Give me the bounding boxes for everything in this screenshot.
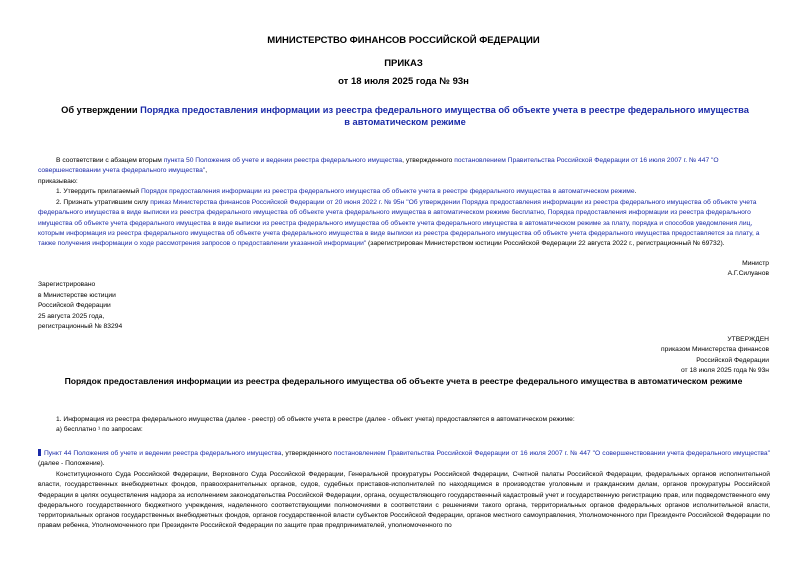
item-2-end: (зарегистрирован Министерством юстиции Российской Федерации 22 августа 2022 г., регистрационный № 69732). (366, 240, 725, 248)
item-1 (38, 187, 770, 197)
approved-block (661, 335, 769, 377)
registration-line: регистрационный № 83294 (38, 323, 123, 331)
registration-line: 25 августа 2025 года, (38, 312, 105, 320)
item-1-text: 1. Утвердить прилагаемый (56, 188, 141, 195)
document-title (60, 104, 750, 128)
signature-block (728, 259, 769, 280)
point-1a: а) бесплатно ¹ по запросам: (56, 426, 143, 433)
approved-line-1: приказом Министерства финансов (661, 346, 769, 354)
footnote (38, 449, 770, 470)
order-word: приказываю: (38, 178, 78, 185)
title-link[interactable]: Порядка предоставления информации из реестра федерального имущества об объекте учета в реестре федерального имущества в автоматическом режиме (140, 105, 749, 127)
preamble-text-1: В соответствии с абзацем вторым (56, 157, 164, 164)
preamble-text-2: , утвержденного (402, 157, 455, 164)
approved-label: УТВЕРЖДЕН (727, 336, 769, 343)
order-title: Порядок предоставления информации из реестра федерального имущества об объекте учета в реестре федерального имущества в автоматическом режиме (64, 376, 743, 386)
footnote-text-2: (далее - Положение). (38, 460, 105, 468)
footnote-body: Конституционного Суда Российской Федерации, Верховного Суда Российской Федерации, Генеральной прокуратуры Российской Федерации, Счетной палаты Российской Федерации, федеральных органов исполнительной власти, государственных внебюджетных фондов, правоохранительных органов, судов, судебных приставов-исполнителей по находящимся в производстве уголовным и гражданским делам, органов прокуратуры Российской Федерации в целях осуществления надзора за исполнением законодательства Российской Федерации, органа, осуществляющего государственный кадастровый учет и государственную регистрацию прав, или подведомственного ему федерального государственного бюджетного учреждения, наделенного соответствующими полномочиями в соответствии с решениями такого органа, территориальных органов федеральных органов исполнительной власти, территориальных органов государственных внебюджетных фондов, органов государственной власти субъектов Российской Федерации, органов местного самоуправления, Уполномоченного при Президенте Российской Федерации по правам ребенка, Уполномоченного при Президенте Российской Федерации по защите прав предпринимателей, уполномоченного по (38, 471, 770, 530)
registration-line: в Министерстве юстиции (38, 291, 116, 299)
registration-line: Российской Федерации (38, 302, 111, 310)
footnote-link-point[interactable]: Пункт 44 Положения об учете и ведении реестра федерального имущества (44, 450, 282, 457)
registration-block (38, 280, 122, 333)
doc-type-heading: ПРИКАЗ (384, 58, 423, 69)
item-2-link[interactable]: приказ Министерства финансов Российской Федерации от 20 июня 2022 г. № 95н "Об утверждении Порядка предоставления информации из реестра федерального имущества об объекте учета федерального имущества в виде выписки из реестра федерального имущества об объекте учета федерального имущества в автоматическом режиме бесплатно, Порядка предоставления информации из реестра федерального имущества об объекте учета федерального имущества в виде выписки из реестра федерального имущества об объекте учета федерального имущества в автоматическом режиме за плату, порядка и способов уведомления лиц, которым информация из реестра федерального имущества об объекте учета федерального имущества в виде выписки из реестра федерального имущества об объекте учета федерального имущества предоставляется за плату, а также получения информации о ходе рассмотрения запросов о предоставлении указанной информации" (38, 199, 760, 248)
item-2-text: 2. Признать утратившим силу (56, 199, 151, 206)
item-2 (38, 198, 770, 249)
footnote-text-1: , утвержденного (281, 450, 334, 457)
approved-line-3: от 18 июля 2025 года № 93н (680, 367, 769, 375)
item-1-link[interactable]: Порядок предоставления информации из реестра федерального имущества об объекте учета в реестре федерального имущества в автоматическом режиме (140, 188, 635, 195)
signature-position: Министр (742, 260, 769, 267)
registration-line: Зарегистрировано (38, 281, 96, 288)
point-1: 1. Информация из реестра федерального имущества (далее - реестр) об объекте учета в реестре (далее - объект учета) предоставляется в автоматическом режиме: (56, 416, 575, 423)
preamble-link-decree[interactable]: постановлением Правительства Российской Федерации от 16 июля 2007 г. № 447 "О совершенствовании учета федерального имущества" (38, 157, 719, 175)
ministry-heading: МИНИСТЕРСТВО ФИНАНСОВ РОССИЙСКОЙ ФЕДЕРАЦИИ (267, 35, 540, 46)
item-1-end: . (634, 188, 637, 195)
footnote-link-decree[interactable]: постановлением Правительства Российской Федерации от 16 июля 2007 г. № 447 "О совершенствовании учета федерального имущества" (333, 450, 771, 457)
title-prefix: Об утверждении (61, 105, 141, 115)
footnote-marker-icon (38, 449, 41, 456)
preamble-paragraph (38, 156, 770, 177)
doc-date-number: от 18 июля 2025 года № 93н (338, 76, 469, 87)
preamble-text-3: , (205, 167, 208, 175)
signature-name: А.Г.Силуанов (727, 270, 769, 278)
approved-line-2: Российской Федерации (696, 356, 769, 364)
preamble-link-regulation[interactable]: пункта 50 Положения об учете и ведении реестра федерального имущества (163, 157, 403, 164)
